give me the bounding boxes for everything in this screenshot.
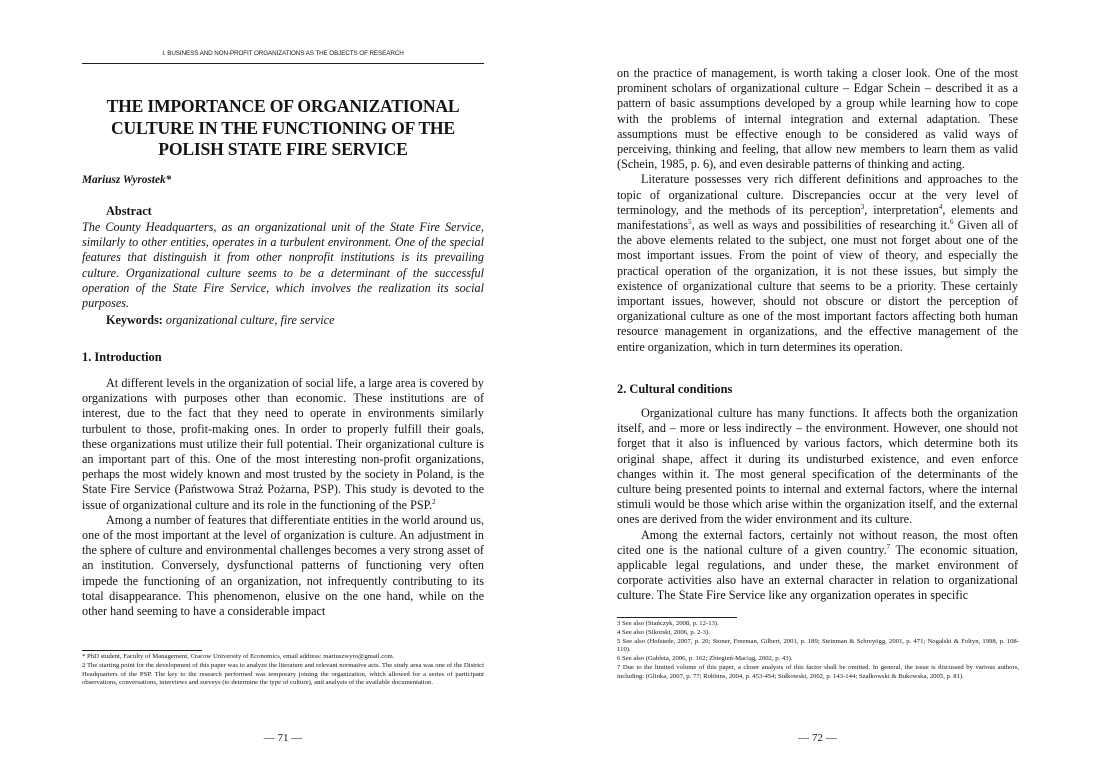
page-number-right: — 72 — <box>798 732 837 744</box>
footnote-ref-3: 3 <box>860 202 865 211</box>
footnote-ref-5: 5 <box>688 217 692 226</box>
footnote-ref-4: 4 <box>938 202 943 211</box>
section-heading-introduction: 1. Introduction <box>82 350 162 364</box>
cultural-conditions-body <box>617 406 1018 604</box>
footnote-author: * PhD student, Faculty of Management, Cracow University of Economics, email address: mariuszwyro@gmail.com. <box>82 653 395 660</box>
literature-text-e: Given all of the above elements related to the subject, one must not forget about one of the most important issues. From the point of view of theory, and especially the practical operation of the organization, it is not these issues, but simply the existence of organizational culture that seems to be a priority. These certainly important issues, however, should not obscure or distort the perception of organizational culture as one of the most important factors affecting both human resource management in organizations, and the effective management of the entire organization, which in turn determines its operation. <box>617 218 1018 354</box>
title-line-2: CULTURE IN THE FUNCTIONING OF THE <box>111 117 455 138</box>
author-name: Mariusz Wyrostek* <box>82 174 172 186</box>
footnote-5: 5 See also (Hofstede, 2007, p. 20; Stoner, Freeman, Gilbert, 2001, p. 189; Steinman & Schreyögg, 2001, p. 471; Nogalski & Foltyn, 1998, p. 108-110). <box>617 637 1019 654</box>
right-page <box>617 0 1018 783</box>
running-head: I. BUSINESS AND NON-PROFIT ORGANIZATIONS AS THE OBJECTS OF RESEARCH <box>162 50 404 57</box>
abstract-text: The County Headquarters, as an organizational unit of the State Fire Service, similarly to other entities, operates in a turbulent environment. One of the special features that distinguish it from other nonprofit institutions is its prevailing culture. Organizational culture seems to be a determinant of the successful operation of the State Fire Service, which involves the realization its social purposes. <box>82 220 484 311</box>
footnote-rule <box>82 650 202 651</box>
literature-text-d: , as well as ways and possibilities of researching it. <box>691 218 951 233</box>
title-line-3: POLISH STATE FIRE SERVICE <box>158 139 408 159</box>
keywords <box>106 313 335 328</box>
footnote-ref-6: 6 <box>950 217 954 226</box>
section-heading-cultural-conditions: 2. Cultural conditions <box>617 382 733 396</box>
footnotes-left <box>82 653 484 688</box>
footnote-ref-2: 2 <box>432 497 436 506</box>
literature-text-b: , interpretation <box>864 202 939 217</box>
keywords-label: Keywords: <box>106 313 163 327</box>
footnote-7: 7 Due to the limited volume of this paper, a closer analysis of this factor shall be omitted. In general, the issue is discussed by various authors, including: (Glinka, 2007, p. 77; Robbins, 2004, p. 453-454; Sułkowski, 2002, p. 143-144; Szałkowski & Bukowska, 2005, p. 81). <box>617 663 1019 680</box>
left-page <box>82 0 484 783</box>
cultural-paragraph-1: Organizational culture has many functions. It affects both the organization itself, and – more or less indirectly – the environment. However, one should not forget that it also is influenced by various factors, which determine both its original shape, affect it during its undisturbed existence, and even enforce changes within it. The most general specification of the determinants of the culture being presented points to internal and external factors, where the internal stimuli would be those which arise within the organization itself, and the external ones are derived from the wider environment and its culture. <box>617 406 1018 527</box>
footnote-4: 4 See also (Sikorski, 2006, p. 2-3). <box>617 628 710 636</box>
intro-paragraph-1 <box>82 376 484 513</box>
cultural-paragraph-2-b: The economic situation, applicable legal regulations, and under these, the market environment of corporate activities also have an external character in relation to organizational culture. The State Fire Service like any organization operates in specific <box>617 542 1018 603</box>
continued-body <box>617 66 1018 355</box>
footnote-ref-7: 7 <box>886 542 891 551</box>
introduction-body <box>82 376 484 619</box>
keywords-value: organizational culture, fire service <box>165 313 335 327</box>
intro-paragraph-2: Among a number of features that differentiate entities in the world around us, one of the most important at the level of organization is culture. An adjustment in the sphere of culture and environmental challenges becomes a very strong asset of an institution. Conversely, dysfunctional patterns of functioning very often impede the functioning of an organization, not infrequently contributing to its total disappearance. This phenomenon, elusive on the one hand, while on the other hand seeming to have a considerable impact <box>82 512 484 619</box>
literature-text-a: Literature possesses very rich different definitions and approaches to the topic of organizational culture. Discrepancies occur at the very level of terminology, and the methods of its perception <box>617 172 1018 217</box>
abstract-heading: Abstract <box>106 204 152 218</box>
footnote-2: 2 The starting point for the development of this paper was to analyze the literature and relevant normative acts. The study area was one of the District Headquarters of the PSP. The key to the research performed was temporary joining the organization, which allowed for a series of participant observations, conversations, interviews and surveys (to determine the type of culture), and analysis of the available documentation. <box>82 661 484 687</box>
intro-paragraph-1-text: At different levels in the organization of social life, a large area is covered by organizations with purposes other than economic. These institutions are of interest, due to the fact that they need to operate in environments similarly turbulent to those, profit-making ones. In order to properly fulfill their goals, these organizations must utilize their full potential. Their organizational culture is an important part of this. One of the most interesting non-profit organizations, perhaps the most widely known and most trusted by the society in Poland, is the State Fire Service (Państwowa Straż Pożarna, PSP). This study is devoted to the issue of organizational culture and its role in the functioning of the PSP. <box>82 376 484 512</box>
footnote-rule <box>617 617 737 618</box>
cultural-paragraph-2 <box>617 528 1018 604</box>
continued-paragraph: on the practice of management, is worth taking a closer look. One of the most prominent scholars of organizational culture – Edgar Schein – described it as a pattern of basic assumptions developed by a group while learning how to cope with the problems of internal integration and external adaptation. These assumptions must be effective enough to be considered as valid ways of perceiving, thinking and feeling, that allow new members to learn them as valid (Schein, 1985, p. 6), and even desirable patterns of thinking and acting. <box>617 66 1018 172</box>
paper-title <box>82 96 484 161</box>
cultural-paragraph-2-a: Among the external factors, certainly not without reason, the most often cited one is the national culture of a given country. <box>617 527 1018 557</box>
footnotes-right <box>617 620 1019 682</box>
footnote-3: 3 See also (Stańczyk, 2008, p. 12-13). <box>617 620 719 627</box>
footnote-6: 6 See also (Gableta, 2006, p. 162; Zbiegień-Maciąg, 2002, p. 43). <box>617 655 793 663</box>
page-number-left: — 71 — <box>263 732 303 744</box>
header-rule <box>82 63 484 64</box>
literature-paragraph <box>617 172 1018 354</box>
literature-text-c: , elements and manifestations <box>617 202 1018 233</box>
title-line-1: THE IMPORTANCE OF ORGANIZATIONAL <box>106 96 460 116</box>
